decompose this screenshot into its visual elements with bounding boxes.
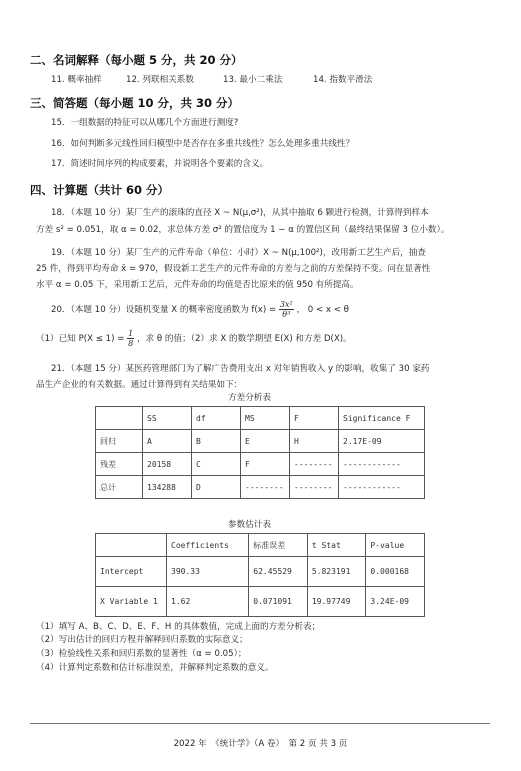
table-cell: C [192, 453, 241, 476]
frac-numerator: 1 [128, 329, 134, 338]
section-heading-short: 三、简答题（每小题 10 分，共 30 分） [30, 96, 240, 110]
table-header-cell: F [290, 407, 339, 430]
term-item: 11. 概率抽样 [51, 75, 102, 85]
term-item: 14. 指数平滑法 [313, 75, 373, 85]
table-cell: Intercept [96, 557, 167, 587]
table-row [96, 430, 425, 453]
short-question: 17．简述时间序列的构成要素，并说明各个要素的含义。 [51, 159, 269, 169]
frac-denominator: 8 [128, 339, 134, 348]
term-item: 12. 列联相关系数 [126, 75, 194, 85]
short-question: 15．一组数据的特征可以从哪几个方面进行测度? [51, 118, 239, 128]
table-cell: 3.24E-09 [366, 587, 425, 617]
table-row [96, 587, 425, 617]
table-cell: 回归 [96, 430, 143, 453]
table-cell: E [241, 430, 290, 453]
table-row [96, 407, 425, 430]
q19-line: 19．（本题 10 分）某厂生产的元件寿命（单位：小时）X ~ N(μ,100²)，改用新工艺生产后，抽查 [51, 248, 426, 258]
q21-line: 21．（本题 15 分）某医药管理部门为了解广告费用支出 x 对年销售收入 y 的影响，收集了 30 家药 [51, 364, 430, 374]
q20-line [51, 298, 349, 322]
table-cell: 1.62 [167, 587, 249, 617]
coef-table [95, 533, 425, 617]
task-item: （2）写出估计的回归方程并解释回归系数的实际意义； [36, 635, 248, 645]
anova-caption: 方差分析表 [228, 393, 271, 403]
table-cell: A [143, 430, 192, 453]
task-item: （1）填写 A、B、C、D、E、F、H 的具体数值，完成上面的方差分析表； [36, 622, 321, 632]
q21-line: 品生产企业的有关数据。通过计算得到有关结果如下： [36, 380, 243, 390]
q20-range: ， 0 < x < θ [296, 305, 349, 315]
q20-sub-text-2: ，求 θ 的值；（2）求 X 的数学期望 E(X) 和方差 D(X)。 [136, 334, 352, 344]
table-cell: 62.45529 [249, 557, 308, 587]
task-item: （3）检验线性关系和回归系数的显著性（α = 0.05）； [36, 649, 247, 659]
table-cell: -------- [290, 453, 339, 476]
table-cell: ------------ [339, 476, 425, 499]
table-cell: 390.33 [167, 557, 249, 587]
table-cell: ------------ [339, 453, 425, 476]
q18-line: 18．（本题 10 分）某厂生产的滚珠的直径 X ~ N(μ,σ²)，从其中抽取 6 颗进行检测，计算得到样本 [51, 208, 429, 218]
task-item: （4）计算判定系数和估计标准误差，并解释判定系数的意义。 [36, 663, 274, 673]
table-row [96, 453, 425, 476]
table-header-cell: df [192, 407, 241, 430]
table-cell: 2.17E-09 [339, 430, 425, 453]
table-cell: 134288 [143, 476, 192, 499]
table-cell: B [192, 430, 241, 453]
table-row [96, 534, 425, 557]
table-header-cell: P-value [366, 534, 425, 557]
table-cell: F [241, 453, 290, 476]
q20-text: 20．（本题 10 分）设随机变量 X 的概率密度函数为 f(x) = [51, 305, 277, 315]
table-header-cell: Coefficients [167, 534, 249, 557]
frac-denominator: θ³ [282, 310, 291, 319]
table-cell: 5.823191 [307, 557, 366, 587]
table-header-cell: SS [143, 407, 192, 430]
anova-table [95, 406, 425, 499]
table-header-cell: Significance F [339, 407, 425, 430]
table-header-cell [96, 534, 167, 557]
table-header-cell [96, 407, 143, 430]
table-row [96, 476, 425, 499]
q20-sub-line [36, 327, 352, 351]
coef-caption: 参数估计表 [228, 520, 271, 530]
table-row [96, 557, 425, 587]
table-cell: X Variable 1 [96, 587, 167, 617]
table-cell: 残差 [96, 453, 143, 476]
term-item: 13. 最小二乘法 [223, 75, 283, 85]
q19-line: 水平 α = 0.05 下，采用新工艺后，元件寿命的均值是否比原来的值 950 有所提高。 [36, 280, 359, 290]
short-question: 16．如何判断多元线性回归模型中是否存在多重共线性？怎么处理多重共线性？ [51, 139, 355, 149]
page-footer: 2022 年 《统计学》（A 卷） 第 2 页 共 3 页 [173, 739, 348, 749]
table-cell: 19.97749 [307, 587, 366, 617]
q20-sub-fraction [127, 329, 134, 348]
table-cell: 总计 [96, 476, 143, 499]
q18-line: 方差 s² = 0.051，取 α = 0.02，求总体方差 σ² 的置信度为 1 − α 的置信区间（最终结果保留 3 位小数）。 [36, 225, 450, 235]
table-cell: -------- [241, 476, 290, 499]
q20-fraction [279, 300, 294, 319]
q20-sub-text: （1）已知 P(X ≤ 1) = [36, 334, 125, 344]
table-header-cell: 标准误差 [249, 534, 308, 557]
table-cell: -------- [290, 476, 339, 499]
q19-line: 25 件，得到平均寿命 x̄ = 970，假设新工艺生产的元件寿命的方差与之前的方差保持不变。问在显著性 [36, 264, 431, 274]
table-cell: 20158 [143, 453, 192, 476]
table-header-cell: MS [241, 407, 290, 430]
section-heading-terms: 二、名词解释（每小题 5 分，共 20 分） [30, 53, 243, 67]
table-cell: 0.071091 [249, 587, 308, 617]
table-cell: D [192, 476, 241, 499]
footer-divider [30, 723, 490, 724]
table-header-cell: t Stat [307, 534, 366, 557]
frac-numerator: 3x² [279, 300, 293, 309]
table-cell: H [290, 430, 339, 453]
table-cell: 0.000168 [366, 557, 425, 587]
section-heading-calc: 四、计算题（共计 60 分） [30, 183, 170, 197]
